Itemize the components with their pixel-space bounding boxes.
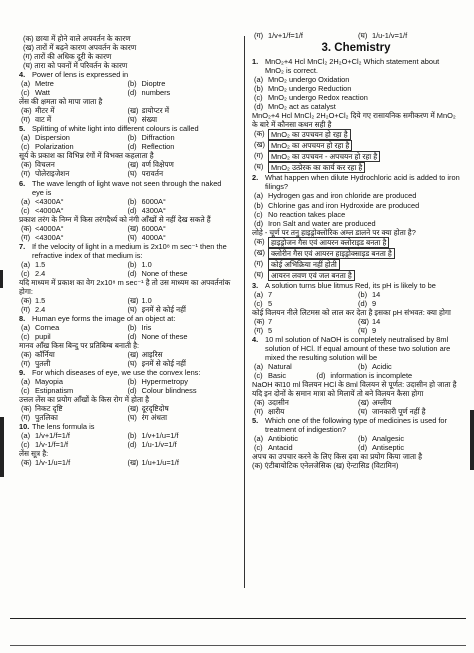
- option-row: (ग) 1/v+1/f=1/f (घ) 1/u-1/v=1/f: [254, 31, 408, 40]
- question-number: 10.: [19, 422, 30, 432]
- question-text: Human eye forms the image of an object at:: [32, 313, 176, 323]
- option-line: (क) MnO₂ का उपचयन हो रहा है: [252, 129, 460, 140]
- hindi-text: लोहे - चूर्ण पर तनु हाइड्रोक्लोरिक अम्ल डालने पर क्या होता है?: [252, 227, 416, 237]
- option-row: (a) <4300A° (b) 6000A°: [21, 196, 166, 206]
- text-line: (क) छाया में होने वाले अपवर्तन के कारण: [23, 34, 131, 43]
- option-line: (घ) आयरन लवण एवं जल बनता है: [252, 270, 460, 281]
- option-line: (c) MnO₂ undergo Redox reaction: [254, 93, 368, 103]
- question-text: 10 ml solution of NaOH is completely neutralised by 8ml solution of HCl. If equal amount of these two solution are mixed the resulting solution will be: [265, 334, 451, 363]
- question-text: A solution turns blue litmus Red, its pH is likely to be: [265, 280, 436, 290]
- option-row: (ग) क्षारीय (घ) जानकारी पूर्ण नहीं है: [254, 407, 426, 417]
- text-line: (ख) तारों में बढ़ने कारण अपवर्तन के कारण: [23, 43, 137, 53]
- option-row: (c) Antacid (d) Antiseptic: [254, 443, 405, 453]
- hindi-text: MnO₂+4 Hcl MnCl₂ 2H₂O+Cl₂ दिये गए रासायनिक समीकरण में MnO₂ के बारे में कौनसा कथन सही है: [252, 111, 456, 130]
- chem-question-4: [252, 335, 460, 416]
- hindi-text: मानव आँख किस बिन्दु पर प्रतिबिम्ब बनाती है:: [19, 341, 140, 351]
- hindi-text: उत्तल लेंस का प्रयोग आँखों के किस रोग में होता है: [19, 395, 150, 405]
- question-number: 1.: [252, 57, 259, 67]
- question-8: [19, 314, 232, 368]
- option-row: (क) 7 (ख) 14: [254, 316, 381, 326]
- hindi-text: प्रकाश तरंग के निम्न में किस तरंगदैर्ध्य को नंगी आँखों से नहीं देख सकते हैं: [19, 214, 211, 224]
- option-row: (क) उदासीन (ख) अम्लीय: [254, 398, 392, 408]
- option-line: (b) Chlorine gas and iron Hydroxide are produced: [254, 200, 420, 210]
- option-line: (d) MnO₂ act as catalyst: [254, 102, 336, 112]
- option-row: (a) 1.5 (b) 1.0: [21, 259, 152, 269]
- option-row: (क) मीटर में (ख) डायोप्टर में: [21, 106, 170, 116]
- option-line: (ख) MnO₂ का अपचयन हो रहा है: [252, 140, 460, 151]
- option-line: (ख) क्लोरीन गैस एवं आयरन हाइड्रोक्साइड बनता है: [252, 248, 460, 259]
- chem-question-1: [252, 57, 460, 173]
- option-row: (a) Natural (b) Acidic: [254, 362, 392, 372]
- chem-question-3: [252, 281, 460, 335]
- question-9: [19, 368, 232, 422]
- chem-question-2: [252, 173, 460, 280]
- option-line: (ग) MnO₂ का उपचयन - अपचयन हो रहा है: [252, 151, 460, 162]
- question-10: [19, 422, 232, 467]
- option-row: (c) Basic (d) information is incomplete: [254, 371, 413, 381]
- option-row: (ग) वाट में (घ) संख्या: [21, 115, 158, 125]
- option-line: (a) Hydrogen gas and iron chloride are produced: [254, 191, 417, 201]
- hindi-text: कोई विलयन नीले लिटमस को लाल कर देता है इसका pH संभवत: क्या होगा: [252, 307, 451, 317]
- text-line: (घ) तारा को पवनों में परिवर्तन के कारण: [23, 61, 128, 71]
- question-6: [19, 179, 232, 242]
- option-row: (ग) पुतली (घ) इनमें से कोई नहीं: [21, 359, 186, 369]
- option-line: (ग) कोई अभिक्रिया नहीं होती: [252, 259, 460, 270]
- question-7: [19, 242, 232, 314]
- option-row: (क) निकट दृष्टि (ख) दूरदृष्टिदोष: [21, 404, 169, 414]
- question-number: 5.: [252, 416, 259, 426]
- option-row: (a) Antibiotic (b) Analgesic: [254, 434, 405, 444]
- option-row: (ग) 5 (घ) 9: [254, 325, 377, 335]
- chem-question-5: [252, 416, 460, 470]
- option-row: (क) <4000A° (ख) 6000A°: [21, 223, 166, 233]
- hindi-text: NaOH का10 ml विलयन HCl के 8ml विलयन से पूर्णत: उदासीन हो जाता है यदि इन दोनों के समान मात्रा को मिलायें तो बने विलयन कैसा होगा: [252, 380, 457, 399]
- question-number: 7.: [19, 241, 26, 251]
- question-text: Power of lens is expressed in: [32, 70, 129, 80]
- option-row: (ग) पोलेराइजेशन (घ) परावर्तन: [21, 169, 164, 179]
- left-column: [19, 34, 232, 468]
- text-line: (ग) तारों की अधिक दूरी के कारण: [23, 52, 112, 62]
- option-row: (c) 5 (d) 9: [254, 298, 377, 308]
- option-row: (ग) पुतलिका (घ) रंग अंधता: [21, 413, 168, 423]
- option-row: (a) Dispersion (b) Diffraction: [21, 133, 175, 143]
- margin-mark: [470, 410, 474, 470]
- question-number: 4.: [252, 334, 259, 344]
- option-row: (c) <4000A° (d) 4300A°: [21, 205, 166, 215]
- option-row: (क) 1.5 (ख) 1.0: [21, 295, 152, 305]
- question-number: 3.: [252, 280, 259, 290]
- question-number: 6.: [19, 178, 26, 188]
- question-number: 4.: [19, 70, 26, 80]
- option-row: (c) 2.4 (d) None of these: [21, 268, 188, 278]
- option-row: (a) Mayopia (b) Hypermetropy: [21, 377, 188, 387]
- option-row: (c) pupil (d) None of these: [21, 332, 188, 342]
- question-text: The wave length of light wave not seen through the naked eye is: [32, 178, 222, 197]
- right-column: [252, 31, 460, 470]
- hindi-text: लेंस सूत्र है:: [19, 449, 49, 459]
- option-row: (a) 1/v+1/f=1/f (b) 1/v+1/u=1/f: [21, 431, 179, 441]
- question-number: 8.: [19, 313, 26, 323]
- option-row: (a) Cornea (b) Iris: [21, 323, 152, 332]
- option-row: (c) Polarization (d) Reflection: [21, 142, 175, 152]
- option-line: (c) No reaction takes place: [254, 209, 346, 219]
- hindi-options-line: (क) एंटीबायोटिक एनेलजेसिक (ख) ऐन्टासिड (विटामिन): [252, 461, 399, 471]
- page-rule: [10, 618, 466, 619]
- option-row: (ग) 2.4 (घ) इनमें से कोई नहीं: [21, 304, 186, 314]
- option-line: (a) MnO₂ undergo Oxidation: [254, 75, 350, 85]
- option-row: (ग) <4300A° (घ) 4000A°: [21, 232, 166, 242]
- option-line: (घ) MnO₂ उत्प्रेरक का कार्य कर रहा है: [252, 162, 460, 173]
- hindi-text: लेंस की क्षमता को मापा जाता है: [19, 97, 103, 107]
- question-text: Which one of the following type of medicines is used for treatment of indigestion?: [265, 416, 447, 435]
- question-number: 2.: [252, 173, 259, 183]
- option-line: (d) Iron Salt and water are produced: [254, 218, 376, 228]
- hindi-text: अपच का उपचार करने के लिए किस दवा का प्रयोग किया जाता है: [252, 452, 423, 462]
- option-row: (क) 1/v-1/u=1/f (ख) 1/u+1/u=1/f: [21, 458, 179, 468]
- column-divider: [244, 36, 245, 588]
- question-text: For which diseases of eye, we use the convex lens:: [32, 368, 201, 378]
- option-row: (क) विचलन (ख) वर्ण विक्षेपण: [21, 160, 174, 170]
- option-row: (c) 1/v-1/f=1/f (d) 1/u-1/v=1/f: [21, 440, 177, 450]
- margin-mark: [0, 270, 3, 288]
- question-4: [19, 70, 232, 124]
- question-text: Splitting of white light into different colours is called: [32, 124, 199, 134]
- margin-mark: [0, 417, 4, 477]
- option-row: (c) Estipnatism (d) Colour blindness: [21, 386, 197, 396]
- page-rule: [10, 645, 466, 646]
- question-text: If the velocity of light in a medium is 2x10⁸ m sec⁻¹ then the refractive index of that medium is:: [32, 241, 227, 260]
- question-text: The lens formula is: [32, 422, 95, 432]
- section-title: 3. Chemistry: [321, 42, 391, 55]
- option-line: (क) हाइड्रोजन गैस एवं आयरन क्लोराइड बनता है: [252, 237, 460, 248]
- question-5: [19, 124, 232, 178]
- question-number: 9.: [19, 368, 26, 378]
- hindi-text: सूर्य के प्रकाश का विभिन्न रंगों में विभक्त कहलाता है: [19, 151, 154, 161]
- option-row: (a) 7 (b) 14: [254, 289, 381, 299]
- question-text: MnO₂+4 Hcl MnCl₂ 2H₂O+Cl₂ Which statement about MnO₂ is correct.: [265, 57, 440, 76]
- question-text: What happen when dilute Hydrochloric acid is added to iron filings?: [265, 173, 460, 192]
- option-line: (b) MnO₂ undergo Reduction: [254, 84, 352, 94]
- option-row: (c) Watt (d) numbers: [21, 88, 171, 98]
- option-row: (a) Metre (b) Dioptre: [21, 79, 166, 89]
- hindi-text: यदि माध्यम में प्रकाश का वेग 2x10⁸ m sec⁻¹ है तो उस माध्यम का अपवर्तनांक होगा:: [19, 277, 231, 296]
- option-row: (क) कॉर्निया (ख) आइरिस: [21, 350, 163, 360]
- question-number: 5.: [19, 124, 26, 134]
